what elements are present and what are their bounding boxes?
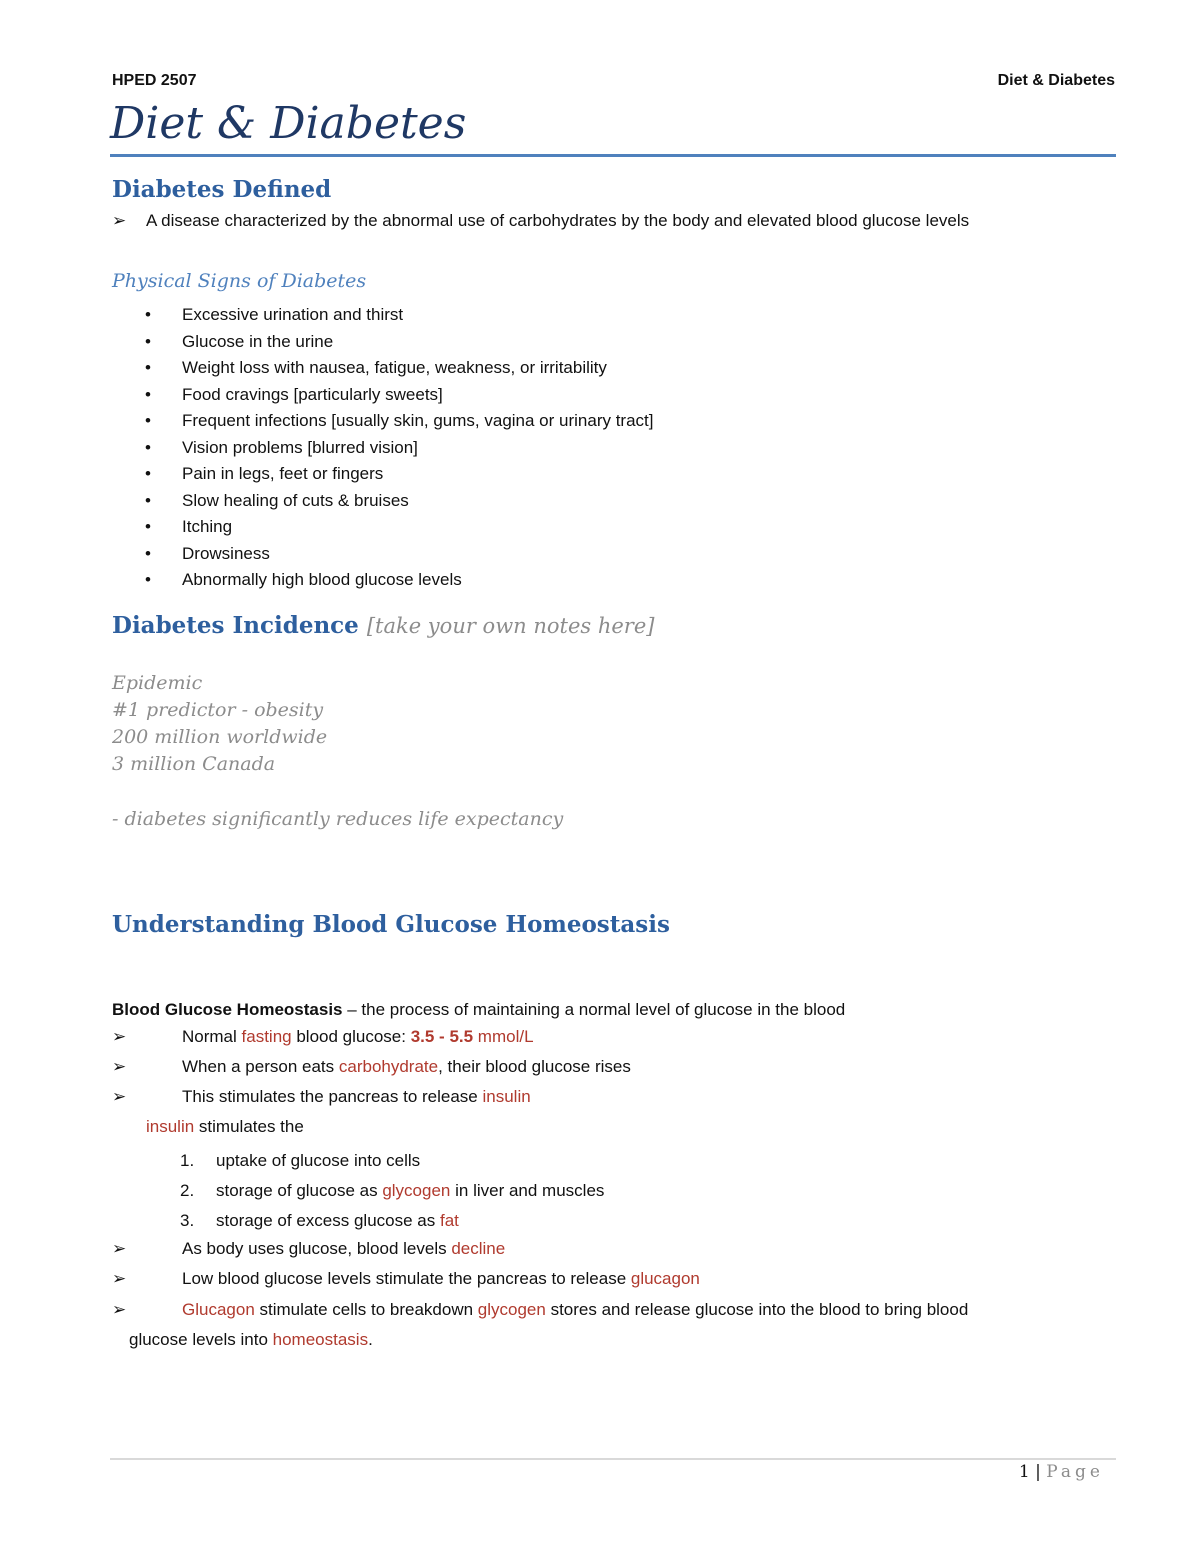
list-item: [140, 329, 654, 356]
bullet-icon: •: [145, 570, 151, 589]
bullet-icon: •: [145, 358, 151, 377]
bullet-icon: •: [145, 411, 151, 430]
highlight-unit: mmol/L: [473, 1027, 534, 1046]
header-topic: Diet & Diabetes: [997, 72, 1115, 89]
step-number: 3.: [180, 1211, 195, 1230]
list-item: [140, 541, 654, 568]
highlight-term: glycogen: [382, 1181, 451, 1200]
arrow-bullet-icon: ➢: [112, 1087, 127, 1106]
homeostasis-item-2: [112, 1057, 631, 1077]
homeostasis-item-4: [112, 1239, 505, 1259]
item-text: in liver and muscles: [450, 1181, 605, 1200]
definition-line: [112, 211, 969, 231]
highlight-term: Glucagon: [182, 1300, 255, 1319]
list-item-text: Excessive urination and thirst: [182, 305, 404, 324]
page-footer: [1019, 1462, 1104, 1482]
item-text: This stimulates the pancreas to release: [182, 1087, 483, 1106]
list-item-text: Drowsiness: [182, 543, 270, 563]
item-text: As body uses glucose, blood levels: [182, 1239, 452, 1258]
bullet-icon: •: [145, 490, 151, 510]
item-text: blood glucose:: [291, 1027, 411, 1046]
bullet-icon: •: [145, 464, 151, 483]
bullet-icon: •: [145, 384, 151, 404]
list-item: [140, 567, 654, 594]
arrow-bullet-icon: ➢: [112, 1027, 127, 1046]
bullet-icon: •: [145, 305, 151, 324]
incidence-last-note: [112, 806, 563, 833]
list-item: [140, 435, 654, 462]
step-number: 2.: [180, 1181, 195, 1200]
list-item: [180, 1206, 604, 1236]
dash-marker: -: [112, 808, 119, 830]
item-text: Low blood glucose levels stimulate the pancreas to release: [182, 1269, 631, 1288]
step-number: 1.: [180, 1151, 195, 1170]
item-text: uptake of glucose into cells: [216, 1151, 421, 1170]
list-item-text: Weight loss with nausea, fatigue, weakness, or irritability: [182, 358, 607, 377]
item-text: glucose levels into: [129, 1330, 273, 1349]
arrow-bullet-icon: ➢: [112, 1057, 127, 1076]
highlight-term: fasting: [241, 1027, 292, 1046]
item-text: stimulate cells to breakdown: [254, 1300, 478, 1319]
header-course: HPED 2507: [112, 72, 197, 89]
incidence-notes: [112, 670, 327, 778]
arrow-bullet-icon: ➢: [112, 1269, 127, 1288]
homeostasis-item-5: [112, 1269, 700, 1289]
note-line: Epidemic: [112, 672, 203, 694]
highlight-term: decline: [451, 1239, 506, 1258]
note-line: 3 million Canada: [112, 753, 276, 775]
footer-divider: [110, 1458, 1116, 1460]
homeostasis-item-6: [112, 1300, 968, 1320]
note-line: diabetes significantly reduces life expectancy: [124, 808, 564, 830]
bullet-icon: •: [145, 543, 151, 563]
list-item-text: Glucose in the urine: [182, 331, 334, 351]
definition-text: – the process of maintaining a normal level of glucose in the blood: [342, 1000, 846, 1019]
note-line: 200 million worldwide: [112, 726, 328, 748]
item-text: .: [368, 1330, 373, 1349]
highlight-term: insulin: [482, 1087, 531, 1106]
list-item-text: Frequent infections [usually skin, gums, vagina or urinary tract]: [182, 411, 654, 430]
list-item: [140, 382, 654, 409]
highlight-value: 3.5 - 5.5: [410, 1027, 474, 1046]
list-item-text: Itching: [182, 517, 233, 536]
list-item-text: Slow healing of cuts & bruises: [182, 490, 409, 510]
subheading-physical-signs: Physical Signs of Diabetes: [112, 270, 367, 292]
bullet-icon: •: [145, 437, 151, 457]
item-text: stores and release glucose into the blood to bring blood: [545, 1300, 969, 1319]
list-item: [180, 1176, 604, 1206]
definition-text: A disease characterized by the abnormal use of carbohydrates by the body and elevated blood glucose levels: [146, 211, 970, 230]
list-item-text: Pain in legs, feet or fingers: [182, 464, 384, 483]
list-item: [140, 488, 654, 515]
arrow-bullet-icon: ➢: [112, 211, 127, 230]
highlight-term: insulin: [146, 1117, 195, 1136]
incidence-heading-text: Diabetes Incidence: [112, 612, 359, 639]
list-item: [140, 355, 654, 382]
item-text: Normal: [182, 1027, 242, 1046]
item-text: When a person eats: [182, 1057, 339, 1076]
page-number: 1: [1018, 1462, 1030, 1482]
definition-term: Blood Glucose Homeostasis: [112, 1000, 343, 1019]
list-item: [140, 302, 654, 329]
list-item: [180, 1146, 604, 1176]
list-item-text: Vision problems [blurred vision]: [182, 437, 418, 457]
insulin-steps: [180, 1146, 604, 1236]
page-title: Diet & Diabetes: [110, 98, 1116, 157]
arrow-bullet-icon: ➢: [112, 1239, 127, 1258]
list-item-text: Abnormally high blood glucose levels: [182, 570, 462, 589]
highlight-term: glycogen: [477, 1300, 546, 1319]
list-item: [140, 408, 654, 435]
arrow-bullet-icon: ➢: [112, 1300, 127, 1319]
footer-separator: |: [1029, 1462, 1047, 1482]
list-item-text: Food cravings [particularly sweets]: [182, 384, 443, 404]
item-text: stimulates the: [194, 1117, 304, 1136]
highlight-term: homeostasis: [272, 1330, 369, 1349]
signs-list: [140, 302, 654, 594]
homeostasis-item-1: [112, 1027, 534, 1047]
incidence-note: [take your own notes here]: [366, 614, 655, 638]
list-item: [140, 514, 654, 541]
highlight-term: fat: [439, 1211, 459, 1230]
bullet-icon: •: [145, 331, 151, 351]
homeostasis-item-3: [112, 1087, 531, 1107]
homeostasis-item-6-continued: [129, 1330, 373, 1350]
list-item: [140, 461, 654, 488]
section-heading-incidence: [112, 612, 654, 639]
item-text: storage of glucose as: [216, 1181, 383, 1200]
item-text: storage of excess glucose as: [216, 1211, 440, 1230]
section-heading-homeostasis: Understanding Blood Glucose Homeostasis: [112, 911, 670, 938]
highlight-term: carbohydrate: [338, 1057, 439, 1076]
homeostasis-definition: [112, 1000, 845, 1020]
insulin-line: [146, 1117, 304, 1137]
bullet-icon: •: [145, 517, 151, 536]
highlight-term: glucagon: [630, 1269, 700, 1288]
section-heading-defined: Diabetes Defined: [112, 176, 332, 203]
note-line: #1 predictor - obesity: [112, 699, 324, 721]
page-label: Page: [1046, 1462, 1104, 1482]
item-text: , their blood glucose rises: [438, 1057, 631, 1076]
